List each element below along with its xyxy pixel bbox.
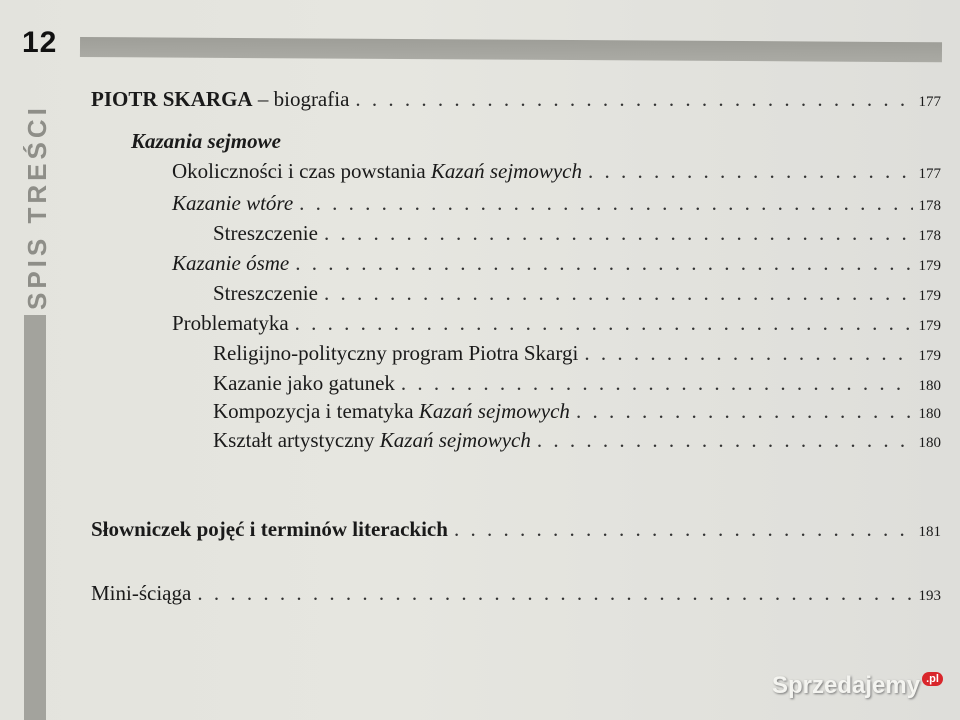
entry-page: 177	[918, 166, 941, 182]
toc-entry-streszczenie-2	[213, 280, 941, 309]
leader-dots	[584, 340, 912, 366]
leader-dots	[537, 427, 913, 453]
entry-page: 193	[918, 588, 941, 604]
leader-dots	[576, 398, 913, 424]
entry-title: Mini-ściąga	[91, 581, 192, 605]
entry-page: 178	[918, 198, 941, 214]
entry-title: Kazanie jako gatunek	[213, 371, 395, 395]
entry-page: 179	[918, 258, 941, 274]
entry-title-italic: Kazań sejmowych	[379, 428, 531, 452]
entry-title-italic: Kazań sejmowych	[430, 159, 582, 183]
entry-subtitle: – biografia	[252, 87, 350, 111]
entry-title: Streszczenie	[213, 281, 318, 305]
entry-page: 177	[918, 94, 941, 110]
toc-entry-streszczenie-1	[213, 220, 941, 249]
entry-title: Słowniczek pojęć i terminów literackich	[91, 517, 448, 541]
entry-page: 178	[918, 228, 941, 244]
toc-entry-gatunek	[213, 370, 941, 399]
entry-title: PIOTR SKARGA	[91, 87, 253, 111]
toc-entry-okolicznosci	[172, 158, 941, 187]
entry-title: Kazanie wtóre	[172, 191, 294, 215]
entry-title: Kompozycja i tematyka	[213, 399, 419, 423]
leader-dots	[324, 220, 913, 246]
toc-entry-ksztalt	[213, 427, 941, 456]
entry-page: 180	[918, 378, 941, 394]
leader-dots	[295, 250, 912, 276]
leader-dots	[295, 310, 913, 336]
entry-title: Okoliczności i czas powstania	[172, 159, 431, 183]
leader-dots	[588, 158, 913, 184]
toc-entry-kazanie-osme	[172, 250, 941, 279]
entry-page: 179	[918, 348, 941, 364]
page-number: 12	[22, 26, 58, 59]
watermark-brand: Sprzedajemy	[772, 672, 921, 699]
toc-entry-slowniczek	[91, 516, 941, 545]
entry-page: 179	[918, 318, 941, 334]
entry-title: Problematyka	[172, 311, 289, 335]
leader-dots	[197, 580, 912, 606]
watermark-tld: .pl	[922, 672, 943, 686]
entry-title: Kształt artystyczny	[213, 428, 380, 452]
entry-page: 179	[918, 288, 941, 304]
toc-entry-problematyka	[172, 310, 941, 339]
section-heading: Kazania sejmowe	[131, 129, 281, 153]
entry-title: Religijno-polityczny program Piotra Skargi	[213, 341, 579, 365]
toc-entry-mini-sciaga	[91, 580, 941, 609]
side-label: SPIS TREŚCI	[22, 104, 52, 310]
toc-entry-biography	[91, 86, 941, 115]
leader-dots	[355, 86, 912, 112]
watermark	[772, 672, 943, 700]
leader-dots	[401, 370, 913, 396]
leader-dots	[454, 516, 913, 542]
leader-dots	[324, 280, 913, 306]
toc-entry-kompozycja	[213, 398, 941, 427]
entry-page: 181	[918, 524, 941, 540]
entry-page: 180	[918, 435, 941, 451]
toc-entry-program	[213, 340, 941, 369]
entry-title: Kazanie ósme	[172, 251, 290, 275]
entry-title-italic: Kazań sejmowych	[418, 399, 570, 423]
entry-title: Streszczenie	[213, 221, 318, 245]
toc-entry-kazanie-wtore	[172, 190, 941, 219]
leader-dots	[299, 190, 912, 216]
entry-page: 180	[918, 406, 941, 422]
